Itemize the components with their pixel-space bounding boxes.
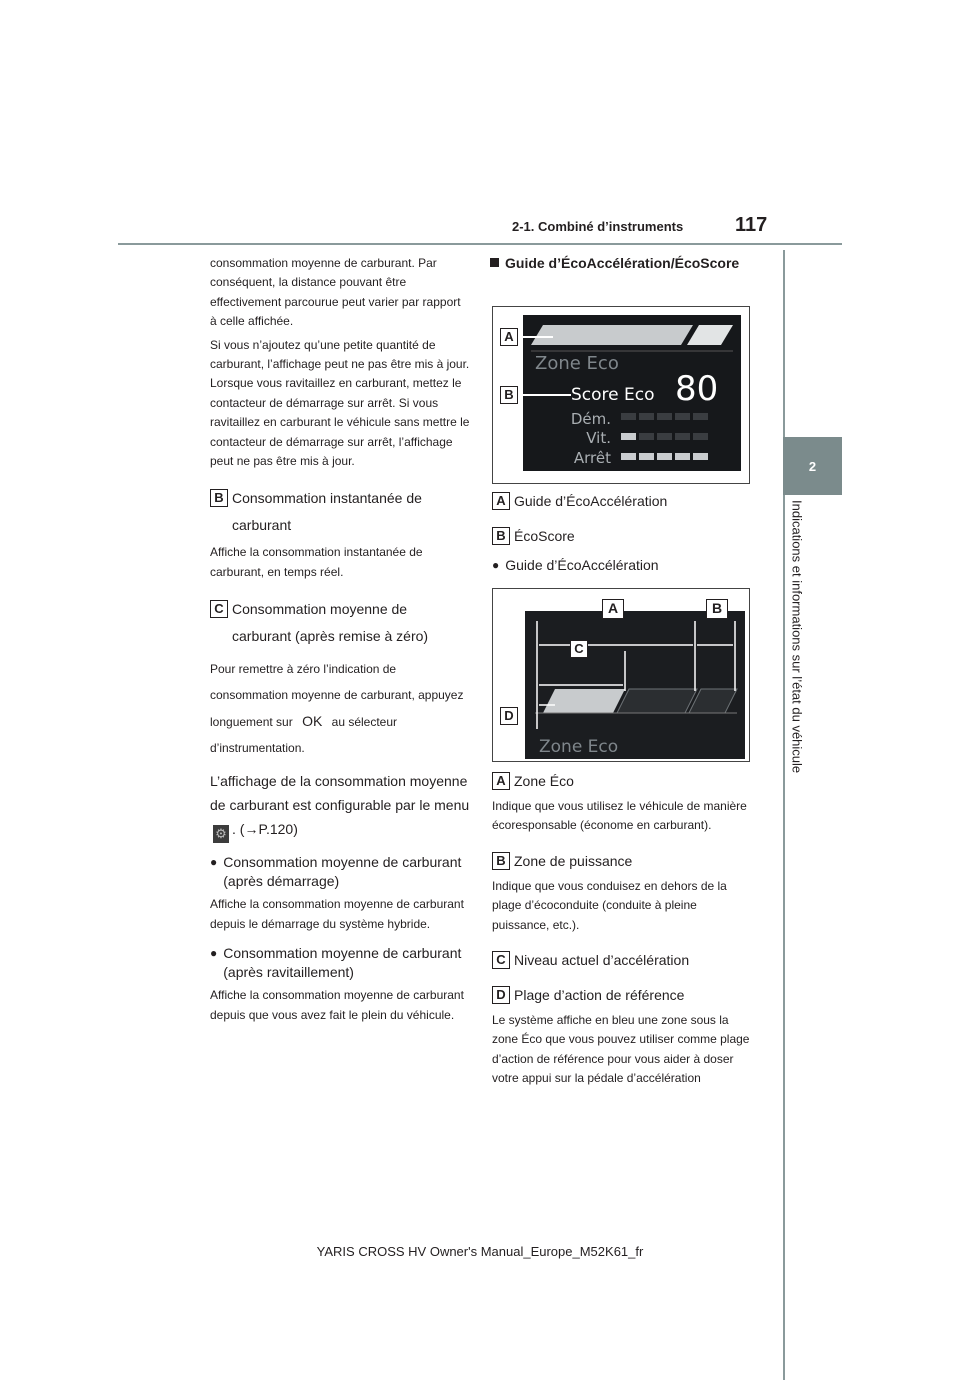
score-segment <box>675 433 690 440</box>
letter-badge: A <box>492 772 510 790</box>
score-segments <box>523 315 741 471</box>
item-b-heading: B Zone de puissance <box>492 848 754 875</box>
item-b-text: Affiche la consommation instantanée de carburant, en temps réel. <box>210 545 423 579</box>
bullet-icon: ● <box>210 855 218 870</box>
score-segment <box>639 413 654 420</box>
chapter-tab: 2 <box>783 437 842 495</box>
callout-a: A <box>602 599 624 619</box>
score-segment <box>693 453 708 460</box>
callout-c: C <box>570 640 588 658</box>
item-c-title: Consommation moyenne de carburant (après remise à zéro) <box>232 601 429 645</box>
score-segment <box>693 413 708 420</box>
figure1-legend <box>492 488 752 575</box>
letter-badge: C <box>210 600 228 618</box>
item-d-heading: D Plage d’action de référence <box>492 982 754 1009</box>
paragraph: Lorsque vous ravitaillez en carburant, mettez le contacteur de démarrage sur arrêt. Si vous ravitaillez en carburant le véhicule sans mettre le contacteur de démarrage sur arrêt, l’affichage peut ne pas être mis à jour. <box>210 376 470 469</box>
row-label: Arrêt <box>573 449 611 467</box>
callout-d: D <box>500 707 518 725</box>
square-bullet-icon <box>490 258 499 267</box>
header-divider <box>118 243 842 245</box>
section-title: 2-1. Combiné d’instruments <box>512 219 684 234</box>
letter-badge: B <box>492 852 510 870</box>
left-column <box>210 252 470 1025</box>
paragraph: Si vous n’ajoutez qu’une petite quantité de carburant, l’affichage peut ne pas être mis à jour. <box>210 337 470 372</box>
bullet-item: ● Guide d’ÉcoAccélération <box>492 557 659 573</box>
bullet-item: ● Consommation moyenne de carburant (après ravitaillement) <box>210 945 462 981</box>
score-segment <box>675 453 690 460</box>
item-a-text: Indique que vous utilisez le véhicule de manière écoresponsable (économe en carburant). <box>492 799 747 833</box>
right-lower-text <box>492 768 754 1089</box>
settings-gear-icon: ⚙ <box>213 825 229 843</box>
letter-badge: B <box>210 489 228 507</box>
callout-b: B <box>500 386 518 404</box>
legend-b: B ÉcoScore <box>492 523 752 550</box>
letter-badge: A <box>492 492 510 510</box>
display-screen <box>525 611 745 759</box>
score-segment <box>639 453 654 460</box>
letter-badge: D <box>492 986 510 1004</box>
item-d-text: Le système affiche en bleu une zone sous la zone Éco que vous pouvez utiliser comme plage d’action de référence pour vous aider à doser votre appui sur la pédale d’accélération <box>492 1013 750 1086</box>
item-c-text: Pour remettre à zéro l’indication de consommation moyenne de carburant, appuyez longuement sur OK au sélecteur d’instrumentation. <box>210 662 464 756</box>
bullet-icon: ● <box>492 558 500 572</box>
zone-eco-label: Zone Eco <box>539 737 619 757</box>
item-b-text: Indique que vous conduisez en dehors de la plage d’écoconduite (conduite à pleine puissance, etc.). <box>492 878 727 932</box>
item-c-heading <box>210 596 470 650</box>
score-segment <box>621 413 636 420</box>
legend-a: A Guide d’ÉcoAccélération <box>492 488 752 515</box>
bullet-item: ● Consommation moyenne de carburant (après démarrage) <box>210 854 462 890</box>
item-b-title: Consommation instantanée de carburant <box>232 490 422 534</box>
section-heading: Guide d’ÉcoAccélération/ÉcoScore <box>490 252 750 274</box>
score-segment <box>675 413 690 420</box>
item-a-heading: A Zone Éco <box>492 768 754 795</box>
display-screen <box>523 315 741 471</box>
score-segment <box>693 433 708 440</box>
letter-badge: C <box>492 951 510 969</box>
zone-eco-label: Zone Eco <box>535 353 619 374</box>
right-heading-block <box>490 252 750 274</box>
score-segment <box>621 453 636 460</box>
callout-a: A <box>500 328 518 346</box>
paragraph: consommation moyenne de carburant. Par conséquent, la distance pouvant être effectivement parcourue peut varier par rapport à celle affichée. <box>210 256 461 329</box>
score-segment <box>657 413 672 420</box>
item-b-heading <box>210 485 470 539</box>
score-segment <box>657 433 672 440</box>
score-segment <box>639 433 654 440</box>
bullet-text: Affiche la consommation moyenne de carburant depuis le démarrage du système hybride. <box>210 897 464 931</box>
eco-accel-figure <box>492 588 750 762</box>
ok-button-symbol: OK <box>302 713 323 730</box>
score-segment <box>621 433 636 440</box>
row-label: Dém. <box>570 410 611 428</box>
chapter-title: Indications et informations sur l’état du véhicule <box>789 500 805 774</box>
bullet-text: Affiche la consommation moyenne de carburant depuis que vous avez fait le plein du véhicule. <box>210 988 464 1022</box>
ecoscore-figure <box>492 306 750 484</box>
item-c-heading: C Niveau actuel d’accélération <box>492 947 754 974</box>
score-segment <box>657 453 672 460</box>
score-eco-label: Score Eco <box>571 385 655 405</box>
score-value: 80 <box>675 369 719 409</box>
bullet-icon: ● <box>210 946 218 961</box>
letter-badge: B <box>492 527 510 545</box>
row-label: Vit. <box>586 429 611 447</box>
page-number: 117 <box>735 214 768 236</box>
config-note: L’affichage de la consommation moyenne de carburant est configurable par le menu ⚙ . (→P.120) <box>210 773 470 842</box>
callout-b: B <box>706 599 728 619</box>
footer-manual-id: YARIS CROSS HV Owner's Manual_Europe_M52K61_fr <box>316 1244 644 1259</box>
